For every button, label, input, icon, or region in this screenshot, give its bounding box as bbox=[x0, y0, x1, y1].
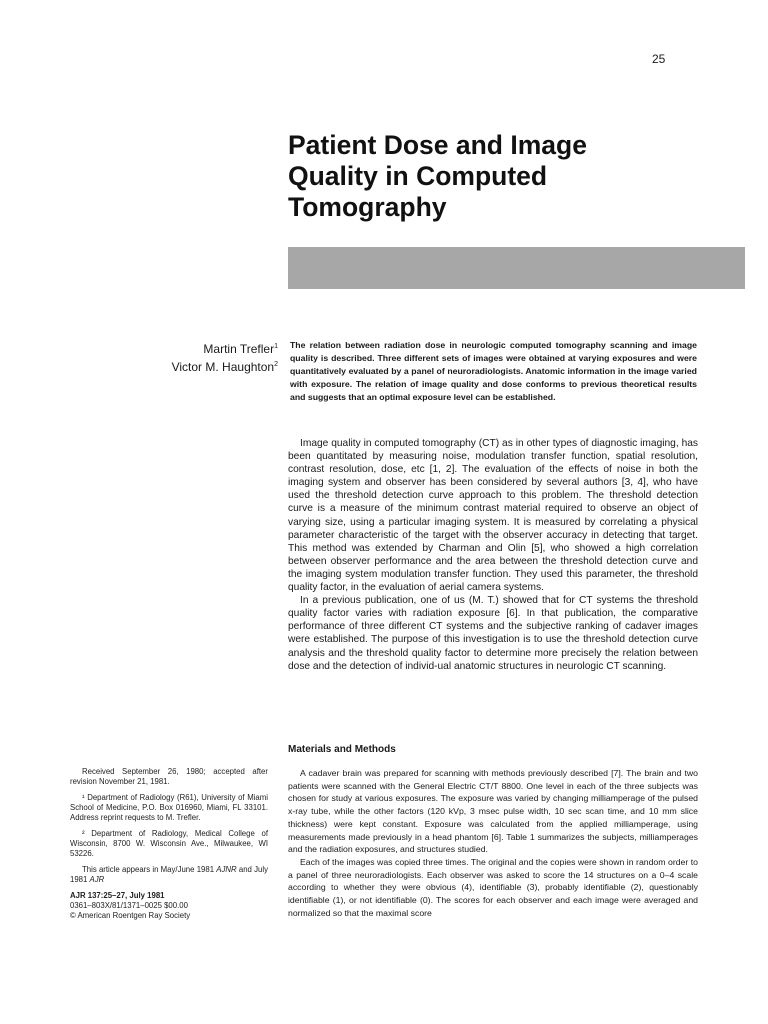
author-name: Victor M. Haughton bbox=[171, 360, 275, 374]
citation-block bbox=[70, 891, 268, 921]
title-line: Quality in Computed bbox=[288, 161, 548, 191]
journal-citation: AJR 137:25–27, July 1981 bbox=[70, 891, 165, 900]
page-number: 25 bbox=[652, 52, 666, 66]
article-code: 0361–803X/81/1371–0025 $00.00 bbox=[70, 901, 188, 910]
introduction bbox=[288, 437, 698, 673]
title-banner bbox=[288, 247, 745, 289]
author bbox=[100, 339, 278, 357]
copyright-note: © American Roentgen Ray Society bbox=[70, 911, 191, 920]
affiliation-note: ¹ Department of Radiology (R61), University of Miami School of Medicine, P.O. Box 016960, Miami, FL 33101. Address reprint requests to M. Trefler. bbox=[70, 793, 268, 822]
body-paragraph: In a previous publication, one of us (M. T.) showed that for CT systems the threshold quality factor varies with radiation exposure [6]. In that publication, the comparative performance of three different CT systems and the subjective ranking of cadaver images were established. The purpose of this investigation is to use the threshold detection curve analysis and the threshold quality factor to determine more precisely the relation between dose and the detection of individ-ual anatomic structures in neurologic CT scanning. bbox=[288, 595, 698, 672]
author-footnote-mark: 2 bbox=[274, 361, 278, 368]
publication-note: This article appears in May/June 1981 AJNR and July 1981 AJR bbox=[70, 865, 268, 884]
title-line: Tomography bbox=[288, 192, 447, 222]
author-name: Martin Trefler bbox=[203, 342, 275, 356]
methods-section bbox=[288, 767, 698, 919]
footnotes bbox=[70, 767, 268, 921]
abstract: The relation between radiation dose in neurologic computed tomography scanning and image quality is described. Three different sets of images were obtained at varying exposures and were quantitatively evaluated by a panel of neuroradiologists. Anatomic information in the image varied with exposure. The relation of image quality and dose conforms to previous theoretical results and suggests that an optimal exposure level can be established. bbox=[290, 340, 697, 402]
author-list bbox=[100, 339, 278, 375]
section-heading: Materials and Methods bbox=[288, 744, 396, 755]
received-note: Received September 26, 1980; accepted after revision November 21, 1981. bbox=[70, 767, 268, 786]
author bbox=[100, 357, 278, 375]
body-paragraph: A cadaver brain was prepared for scanning with methods previously described [7]. The brain and two patients were scanned with the General Electric CT/T 8800. One level in each of the three subjects was chosen for study at various exposures. The exposure was varied by changing milliamperage of the pulsed x-ray tube, while the other factors (120 kVp, 3 msec pulse width, 10 sec scan time, and 10 mm slice thickness) were kept constant. Exposure was calculated from the applied milliamperage, using measurements made previously in a head phantom [6]. Table 1 summarizes the subjects, milliamperages and the radiation exposures, and structures studied. bbox=[288, 768, 698, 855]
body-paragraph: Each of the images was copied three times. The original and the copies were shown in random order to a panel of three neuroradiologists. Each observer was asked to score the 14 structures on a 0–4 scale according to whether they were obvious (4), identifiable (3), probably identifiable (2), questionably identifiable (1), or not identifiable (0). The scores for each observer and each image were averaged and normalized so that the maximal score bbox=[288, 856, 698, 918]
author-footnote-mark: 1 bbox=[274, 343, 278, 350]
body-paragraph: Image quality in computed tomography (CT) as in other types of diagnostic imaging, has been quantitated by measuring noise, modulation transfer function, spatial resolution, contrast resolution, dose, etc [1, 2]. The evaluation of the effects of noise in both the imaging system and observer has been considered by several authors [3, 4], who have used the threshold detection curve approach to this problem. The threshold detection curve is a measure of the minimum contrast material required to observe an object of varying size, using a particular imaging system. It is measured by correlating a physical parameter characteristic of the target with the observer accuracy in detecting that target. This method was extended by Charman and Olin [5], who showed a high correlation between observer performance and the area between the threshold detection curve and the imaging system modulation transfer function. They used this parameter, the threshold quality factor, in the evaluation of aerial camera systems. bbox=[288, 438, 698, 594]
title-line: Patient Dose and Image bbox=[288, 130, 587, 160]
article-title bbox=[288, 130, 728, 223]
affiliation-note: ² Department of Radiology, Medical College of Wisconsin, 8700 W. Wisconsin Ave., Milwaukee, WI 53226. bbox=[70, 829, 268, 858]
journal-name: AJR bbox=[89, 875, 105, 884]
journal-name: AJNR bbox=[216, 865, 237, 874]
